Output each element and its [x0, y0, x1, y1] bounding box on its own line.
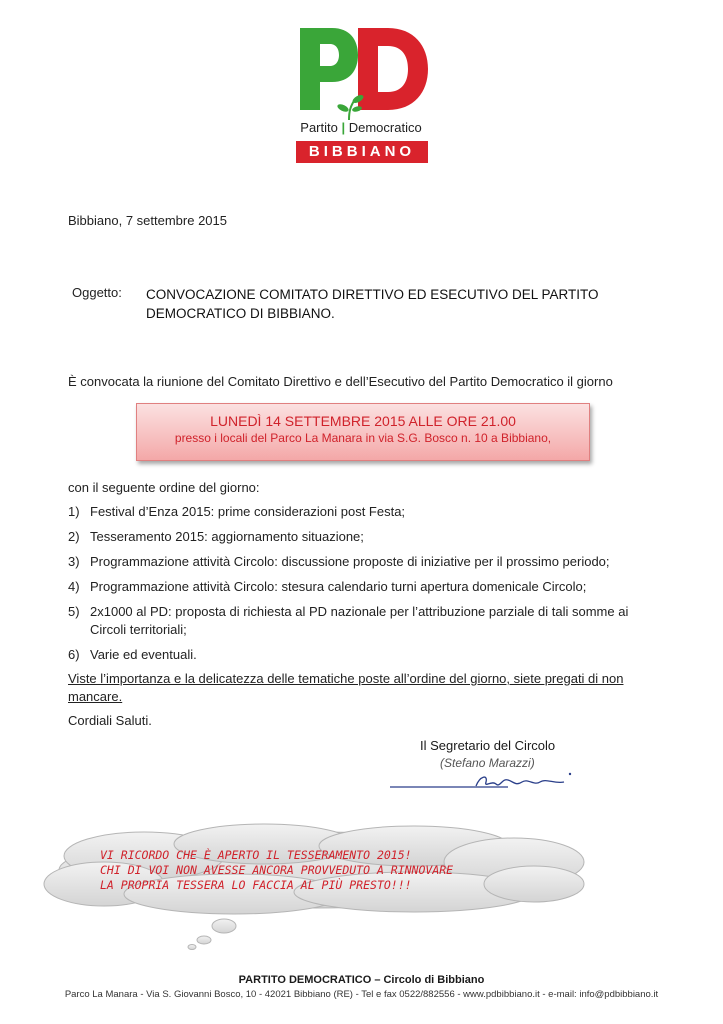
membership-reminder	[100, 848, 550, 893]
attendance-notice: Viste l’importanza e la delicatezza delle tematiche poste all’ordine del giorno, siete pregati di non mancare.	[68, 671, 624, 704]
agenda-item: 3) Programmazione attività Circolo: discussione proposte di iniziative per il prossimo periodo;	[68, 554, 610, 569]
agenda-item: 6) Varie ed eventuali.	[68, 647, 197, 662]
closing-greeting: Cordiali Saluti.	[68, 713, 152, 728]
letter-date: Bibbiano, 7 settembre 2015	[68, 213, 227, 228]
signature-title: Il Segretario del Circolo	[420, 738, 556, 753]
footer-title: PARTITO DEMOCRATICO – Circolo di Bibbiano	[238, 974, 485, 986]
subject-label: Oggetto:	[72, 285, 122, 300]
party-logo	[290, 28, 432, 166]
intro-text: È convocata la riunione del Comitato Direttivo e dell’Esecutivo del Partito Democratico il giorno	[68, 374, 613, 389]
meeting-date-time: LUNEDÌ 14 SETTEMBRE 2015 ALLE ORE 21.00	[210, 413, 516, 429]
agenda-intro: con il seguente ordine del giorno:	[68, 480, 260, 495]
signature-name: (Stefano Marazzi)	[440, 756, 535, 770]
reminder-line: LA PROPRIA TESSERA LO FACCIA AL PIÙ PRESTO!!!	[100, 878, 412, 892]
handwritten-signature	[388, 770, 578, 792]
agenda-item: 4) Programmazione attività Circolo: stesura calendario turni apertura domenicale Circolo;	[68, 579, 587, 594]
reminder-line: CHI DI VOI NON AVESSE ANCORA PROVVEDUTO A RINNOVARE	[100, 863, 454, 877]
subject-text: CONVOCAZIONE COMITATO DIRETTIVO ED ESECUTIVO DEL PARTITO DEMOCRATICO DI BIBBIANO.	[146, 287, 599, 321]
agenda-item: 2) Tesseramento 2015: aggiornamento situazione;	[68, 529, 364, 544]
agenda-list	[68, 503, 668, 671]
meeting-location: presso i locali del Parco La Manara in via S.G. Bosco n. 10 a Bibbiano,	[174, 431, 552, 445]
olive-branch-icon	[332, 94, 366, 120]
footer-address: Parco La Manara - Via S. Giovanni Bosco, 10 - 42021 Bibbiano (RE) - Tel e fax 0522/882556 - www.pdbibbiano.it - e-mail: info@pdbibbiano.it	[64, 989, 659, 1000]
logo-party-name: Partito | Democratico	[300, 120, 422, 135]
agenda-item: 5) 2x1000 al PD: proposta di richiesta al PD nazionale per l’attribuzione parziale di tali somme ai Circoli territoriali;	[68, 604, 629, 637]
agenda-item: 1) Festival d’Enza 2015: prime considerazioni post Festa;	[68, 504, 406, 519]
reminder-line: VI RICORDO CHE È APERTO IL TESSERAMENTO 2015!	[100, 848, 412, 862]
logo-city-band: BIBBIANO	[296, 141, 428, 163]
meeting-highlight-box	[136, 403, 590, 461]
